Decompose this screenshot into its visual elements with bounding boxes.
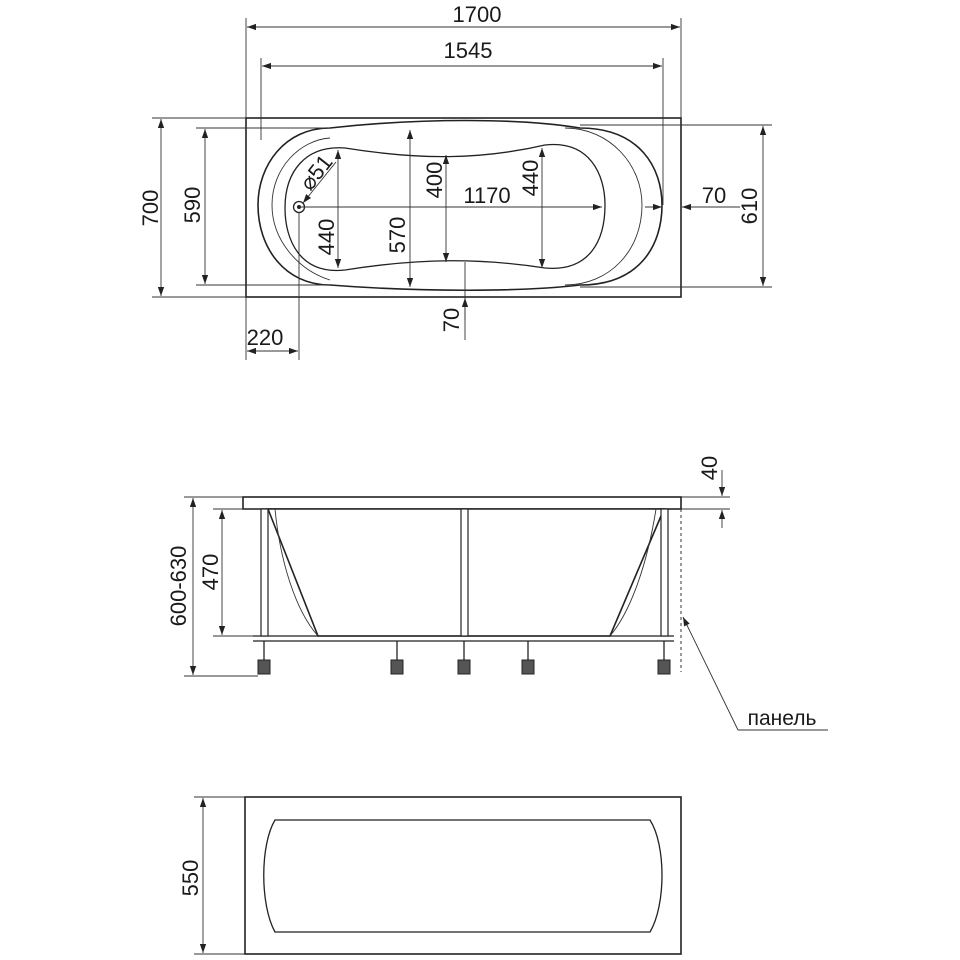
dim-right-bowl-width: 440 [518, 159, 543, 197]
dim-overall-length: 1700 [452, 2, 502, 27]
dim-total-height: 600-630 [166, 545, 191, 627]
dim-bowl-depth: 470 [198, 553, 223, 591]
dim-bottom-offset: 70 [439, 307, 464, 333]
dim-inner-width: 590 [180, 186, 205, 224]
frame-post-left [261, 509, 268, 636]
foot-5-icon [658, 641, 670, 674]
dim-overall-width: 700 [138, 189, 163, 227]
dim-left-bowl-width: 440 [314, 218, 339, 256]
dim-drain-offset: 220 [246, 325, 284, 350]
top-view-inner-bowl [258, 121, 662, 291]
dim-bowl-span: 1170 [463, 183, 511, 208]
dim-panel-height: 550 [178, 859, 203, 897]
foot-1-icon [258, 641, 270, 674]
foot-4-icon [522, 641, 534, 674]
side-view [166, 456, 828, 730]
side-view-rim [243, 497, 681, 509]
dim-right-offset: 70 [701, 183, 727, 208]
dim-inner-length: 1545 [443, 38, 493, 63]
dim-rim-thickness: 40 [697, 455, 722, 481]
dim-middle-width: 570 [385, 216, 410, 254]
frame-post-right [661, 509, 668, 636]
frame-post-center [461, 509, 468, 636]
top-view [138, 2, 772, 360]
dim-drain-diameter: ⌀51 [294, 149, 338, 195]
panel-leader-line [683, 617, 738, 730]
front-panel-view [178, 797, 681, 954]
dim-right-width: 610 [737, 187, 762, 225]
frame-feet [258, 641, 670, 674]
panel-label: панель [747, 707, 817, 730]
foot-3-icon [458, 641, 470, 674]
foot-2-icon [391, 641, 403, 674]
dim-center-width: 400 [422, 161, 447, 199]
